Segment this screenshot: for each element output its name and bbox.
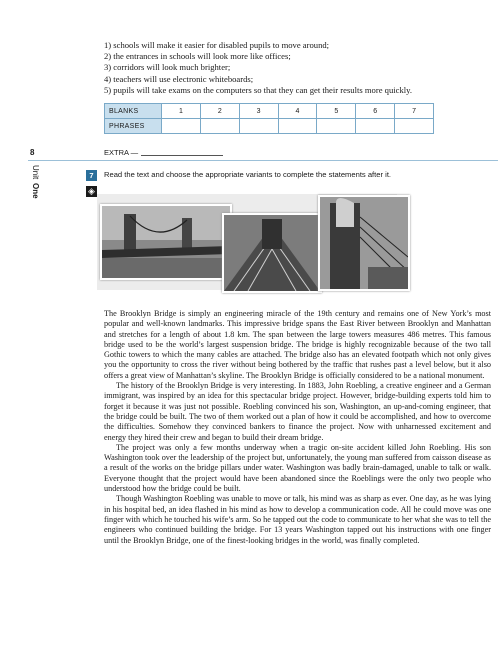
bridge-photo-2 xyxy=(222,213,322,293)
page-number: 8 xyxy=(30,148,35,157)
blank-number-cell: 2 xyxy=(200,104,239,119)
table-row-blanks xyxy=(105,104,434,119)
bridge-photo-3 xyxy=(318,195,410,291)
paragraph: The history of the Brooklyn Bridge is very interesting. In 1883, John Roebling, a creative engineer and a German immigrant, was inspired by an idea for this spectacular bridge project. However, bridge-building experts told him to forget it because it was just not possible. Roebling convinced his son, Washington, an up-and-coming engineer, that the bridge could be built. The two of them worked out a plan of how it could be accomplished, and how to overcome the difficulties. Somehow they convinced bankers to finance the project. Now with unharnessed excitement and energy they hired their crew and began to build their dream bridge. xyxy=(104,381,491,442)
unit-name: One xyxy=(31,183,40,199)
reading-text xyxy=(104,309,491,546)
list-item: 3) corridors will look much brighter; xyxy=(104,62,231,73)
blank-number-cell: 3 xyxy=(239,104,278,119)
unit-word: Unit xyxy=(31,165,40,180)
extra-answer-blank[interactable] xyxy=(141,155,223,156)
extra-line xyxy=(104,148,223,157)
phrase-answer-cell[interactable] xyxy=(395,119,434,134)
bridge-photo-1 xyxy=(100,204,232,280)
unit-side-label xyxy=(29,165,41,199)
blank-number-cell: 4 xyxy=(278,104,317,119)
blank-number-cell: 1 xyxy=(162,104,201,119)
paragraph: Though Washington Roebling was unable to move or talk, his mind was as sharp as ever. One day, as he was lying in his hospital bed, an idea flashed in his mind as how to develop a communication code. All he could move was one finger with which he touched his wife’s arm. So he tapped out the code to communicate to her what she was to tell the engineers who continued building the bridge. For 13 years Washington tapped out his instructions with one finger until the Brooklyn Bridge, one of the finest-looking bridges in the world, was finally completed. xyxy=(104,494,491,545)
phrase-answer-cell[interactable] xyxy=(200,119,239,134)
phrase-answer-cell[interactable] xyxy=(162,119,201,134)
blank-number-cell: 7 xyxy=(395,104,434,119)
phrases-header: PHRASES xyxy=(105,119,162,134)
phrase-answer-cell[interactable] xyxy=(239,119,278,134)
list-item: 5) pupils will take exams on the computers so that they can get their results more quickly. xyxy=(104,84,413,95)
answer-options-list xyxy=(104,40,484,96)
table-row-phrases xyxy=(105,119,434,134)
blank-number-cell: 5 xyxy=(317,104,356,119)
blank-number-cell: 6 xyxy=(356,104,395,119)
phrase-answer-cell[interactable] xyxy=(278,119,317,134)
paragraph: The Brooklyn Bridge is simply an engineering miracle of the 19th century and remains one of New York’s most popular and well-known landmarks. This impressive bridge spans the East River between Brooklyn and Manhattan and stretches for a length of about 1.8 km. The span between the large towers measures 486 metres. This famous bridge used to be the world’s largest suspension bridge. The bridge is highly recognizable because of the two tall Gothic towers to which the many cables are attached. The bridge also has an elevated footpath which not only gives you the opportunity to cross the river without being bothered by the traffic that rushes past a level below, but it also offers a great view of Manhattan’s skyline. The Brooklyn Bridge is officially considered to be a national monument. xyxy=(104,309,491,380)
paragraph: The project was only a few months underway when a tragic on-site accident killed John Roebling. His son Washington took over the leadership of the project but, unfortunately, the young man suffered from caisson disease as a result of the works on the bridge pillars under water. Washington was badly brain-damaged, unable to talk or walk. Everyone thought that the project would have been abandoned since the Roeblings were the only two people who understood how the bridge could be built. xyxy=(104,442,491,494)
list-item: 2) the entrances in schools will look more like offices; xyxy=(104,51,291,62)
list-item: 1) schools will make it easier for disabled pupils to move around; xyxy=(104,40,330,50)
exercise-instruction: Read the text and choose the appropriate variants to complete the statements after it. xyxy=(104,170,392,179)
section-divider xyxy=(28,160,498,161)
list-item: 4) teachers will use electronic whiteboards; xyxy=(104,73,254,84)
audio-track-icon[interactable]: ◈ xyxy=(86,186,97,197)
phrase-answer-cell[interactable] xyxy=(317,119,356,134)
exercise-number-badge: 7 xyxy=(86,170,97,181)
phrase-answer-cell[interactable] xyxy=(356,119,395,134)
blanks-phrases-table xyxy=(104,103,434,134)
blanks-header: BLANKS xyxy=(105,104,162,119)
extra-label: EXTRA — xyxy=(104,148,139,157)
